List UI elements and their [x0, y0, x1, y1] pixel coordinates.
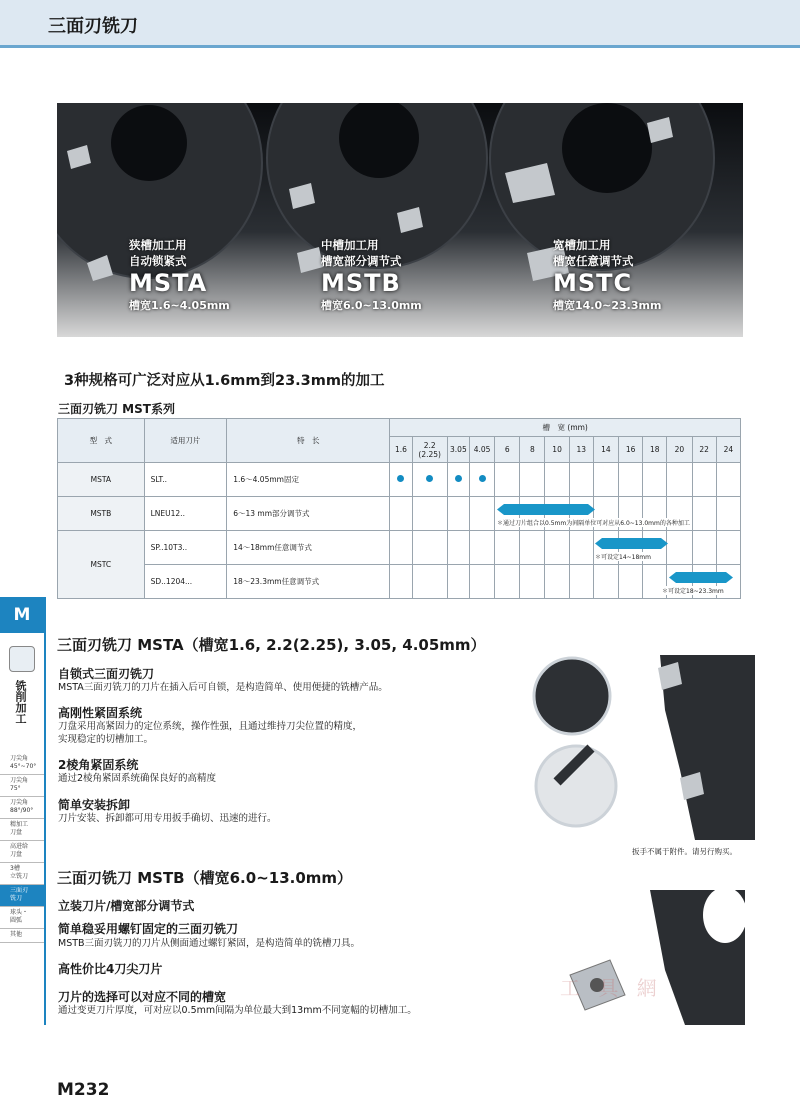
mstb-feature-title: 简单稳妥用螺钉固定的三面刃铣刀: [58, 922, 239, 936]
row-feature: 18～23.3mm任意调节式: [227, 565, 390, 599]
table-row: [58, 531, 741, 565]
table-row: [58, 497, 741, 531]
col-type-header: 型 式: [58, 419, 145, 463]
mstc-caption-2: 槽宽任意调节式: [553, 254, 634, 268]
mstb-width: 槽宽6.0~13.0mm: [321, 299, 422, 312]
chapter-label: 铣削加工: [14, 680, 27, 724]
row-feature: 6～13 mm部分调节式: [227, 497, 390, 531]
msta-feature-body: MSTA三面刃铣刀的刀片在插入后可自锁，是构造简单、使用便捷的铣槽产品。: [58, 682, 388, 693]
msta-feature-title: 2棱角紧固系统: [58, 758, 139, 772]
sidebar-item-side-milling[interactable]: 三面刃 铣刀: [0, 885, 44, 907]
msta-section-title: 三面刃铣刀 MSTA（槽宽1.6, 2.2(2.25), 3.05, 4.05mm）: [57, 636, 486, 654]
width-tick: 10: [545, 437, 569, 463]
available-dot: [455, 475, 462, 482]
sidebar-item-finishing[interactable]: 精加工 刀盘: [0, 819, 44, 841]
range-note-mstc-2: ＊可设定18~23.3mm: [662, 588, 724, 595]
width-tick: 24: [716, 437, 740, 463]
width-tick: 4.05: [469, 437, 494, 463]
col-feature-header: 特 长: [227, 419, 390, 463]
width-tick: 13: [569, 437, 593, 463]
width-tick: 8: [520, 437, 545, 463]
msta-caption-2: 自动锁紧式: [129, 254, 187, 268]
row-insert: LNEU12..: [144, 497, 227, 531]
width-tick: 20: [667, 437, 692, 463]
msta-feature-title: 高刚性紧固系统: [58, 706, 143, 720]
page-header: [0, 0, 800, 48]
msta-caption-1: 狭槽加工用: [129, 238, 187, 252]
dot-cell: [447, 463, 469, 497]
msta-feature-body: 刀盘采用高紧固力的定位系统，操作性强，且通过维持刀尖位置的精度，: [58, 721, 363, 732]
table-row: [58, 565, 741, 599]
hero-image: [57, 103, 743, 337]
row-feature: 14～18mm任意调节式: [227, 531, 390, 565]
available-dot: [397, 475, 404, 482]
mstb-section-title: 三面刃铣刀 MSTB（槽宽6.0~13.0mm）: [57, 869, 353, 887]
sidebar-nav: [0, 753, 44, 943]
row-type: MSTB: [58, 497, 145, 531]
milling-icon: [9, 646, 35, 672]
sidebar-item-88-90[interactable]: 刀尖角 88°/90°: [0, 797, 44, 819]
sidebar-item-75[interactable]: 刀尖角 75°: [0, 775, 44, 797]
row-insert: SLT..: [144, 463, 227, 497]
row-type: MSTC: [58, 531, 145, 599]
width-tick: 6: [495, 437, 520, 463]
mstb-feature-body: MSTB三面刃铣刀的刀片从侧面通过螺钉紧固，是构造简单的铣槽刀具。: [58, 938, 361, 949]
sidebar-rail: [44, 597, 46, 1025]
mstc-width: 槽宽14.0~23.3mm: [553, 299, 662, 312]
chapter-tab[interactable]: M: [0, 597, 44, 633]
col-insert-header: 适用刀片: [144, 419, 227, 463]
mstb-caption-2: 槽宽部分调节式: [321, 254, 402, 268]
hero-panel-mstb: [249, 103, 478, 337]
msta-model: MSTA: [129, 269, 208, 297]
page-title: 三面刃铣刀: [48, 16, 138, 37]
mstb-illustration: [555, 890, 745, 1025]
wrench-note: 扳手不属于附件。请另行购买。: [632, 847, 737, 856]
width-tick: 16: [619, 437, 643, 463]
msta-feature-title: 自锁式三面刃铣刀: [58, 667, 155, 681]
range-tagline: 3种规格可广泛对应从1.6mm到23.3mm的加工: [64, 373, 385, 389]
mstb-feature-title: 刀片的选择可以对应不同的槽宽: [58, 990, 227, 1004]
row-type: MSTA: [58, 463, 145, 497]
available-dot: [479, 475, 486, 482]
detail-lens-1: [534, 658, 610, 734]
msta-feature-title: 简单安装拆卸: [58, 798, 131, 812]
sidebar-item-45-70[interactable]: 刀尖角 45°~70°: [0, 753, 44, 775]
mstb-model: MSTB: [321, 269, 401, 297]
width-tick-22: 2.2 (2.25): [412, 437, 447, 463]
row-insert: SD..1204...: [144, 565, 227, 599]
msta-feature-body: 通过2棱角紧固系统确保良好的高精度: [58, 773, 217, 784]
msta-feature-body: 刀片安装、拆卸都可用专用扳手确切、迅速的进行。: [58, 813, 277, 824]
watermark: 工 具 網: [560, 976, 663, 1000]
row-insert: SP..10T3..: [144, 531, 227, 565]
mstb-caption-1: 中槽加工用: [321, 238, 379, 252]
mstc-caption-1: 宽槽加工用: [553, 238, 611, 252]
dot-cell: [469, 463, 494, 497]
col-width-header: 槽 宽 (mm): [390, 419, 741, 437]
width-tick: 1.6: [390, 437, 412, 463]
page-number: M232: [57, 1080, 110, 1100]
sidebar-item-ball[interactable]: 球头・ 圆弧: [0, 907, 44, 929]
mstc-model: MSTC: [553, 269, 633, 297]
hero-panel-mstc: [481, 103, 710, 337]
msta-detail-illustration: [530, 650, 755, 840]
table-row: [58, 463, 741, 497]
mstb-feature-title: 立装刀片/槽宽部分调节式: [58, 899, 195, 913]
mstb-feature-title: 高性价比4刀尖刀片: [58, 962, 163, 976]
dot-cell: [412, 463, 447, 497]
dot-cell: [390, 463, 412, 497]
msta-feature-body: 实现稳定的切槽加工。: [58, 734, 154, 745]
msta-width: 槽宽1.6~4.05mm: [129, 299, 230, 312]
sidebar-item-3-flute[interactable]: 3槽 立铣刀: [0, 863, 44, 885]
width-tick: 22: [692, 437, 716, 463]
series-title: 三面刃铣刀 MST系列: [58, 402, 175, 416]
available-dot: [426, 475, 433, 482]
mstb-feature-body: 通过变更刀片厚度，可对应以0.5mm间隔为单位最大到13mm不同宽幅的切槽加工。: [58, 1005, 417, 1016]
sidebar-item-high-feed[interactable]: 高进给 刀盘: [0, 841, 44, 863]
range-note-mstc-1: ＊可设定14~18mm: [595, 554, 651, 561]
sidebar-item-other[interactable]: 其他: [0, 929, 44, 943]
spec-table: [57, 418, 741, 599]
width-tick: 18: [643, 437, 667, 463]
width-tick: 14: [593, 437, 618, 463]
range-note-mstb: ＊通过刀片组合以0.5mm为间隔单位可对应从6.0~13.0mm的各种加工: [497, 520, 690, 527]
row-feature: 1.6～4.05mm固定: [227, 463, 390, 497]
width-tick: 3.05: [447, 437, 469, 463]
